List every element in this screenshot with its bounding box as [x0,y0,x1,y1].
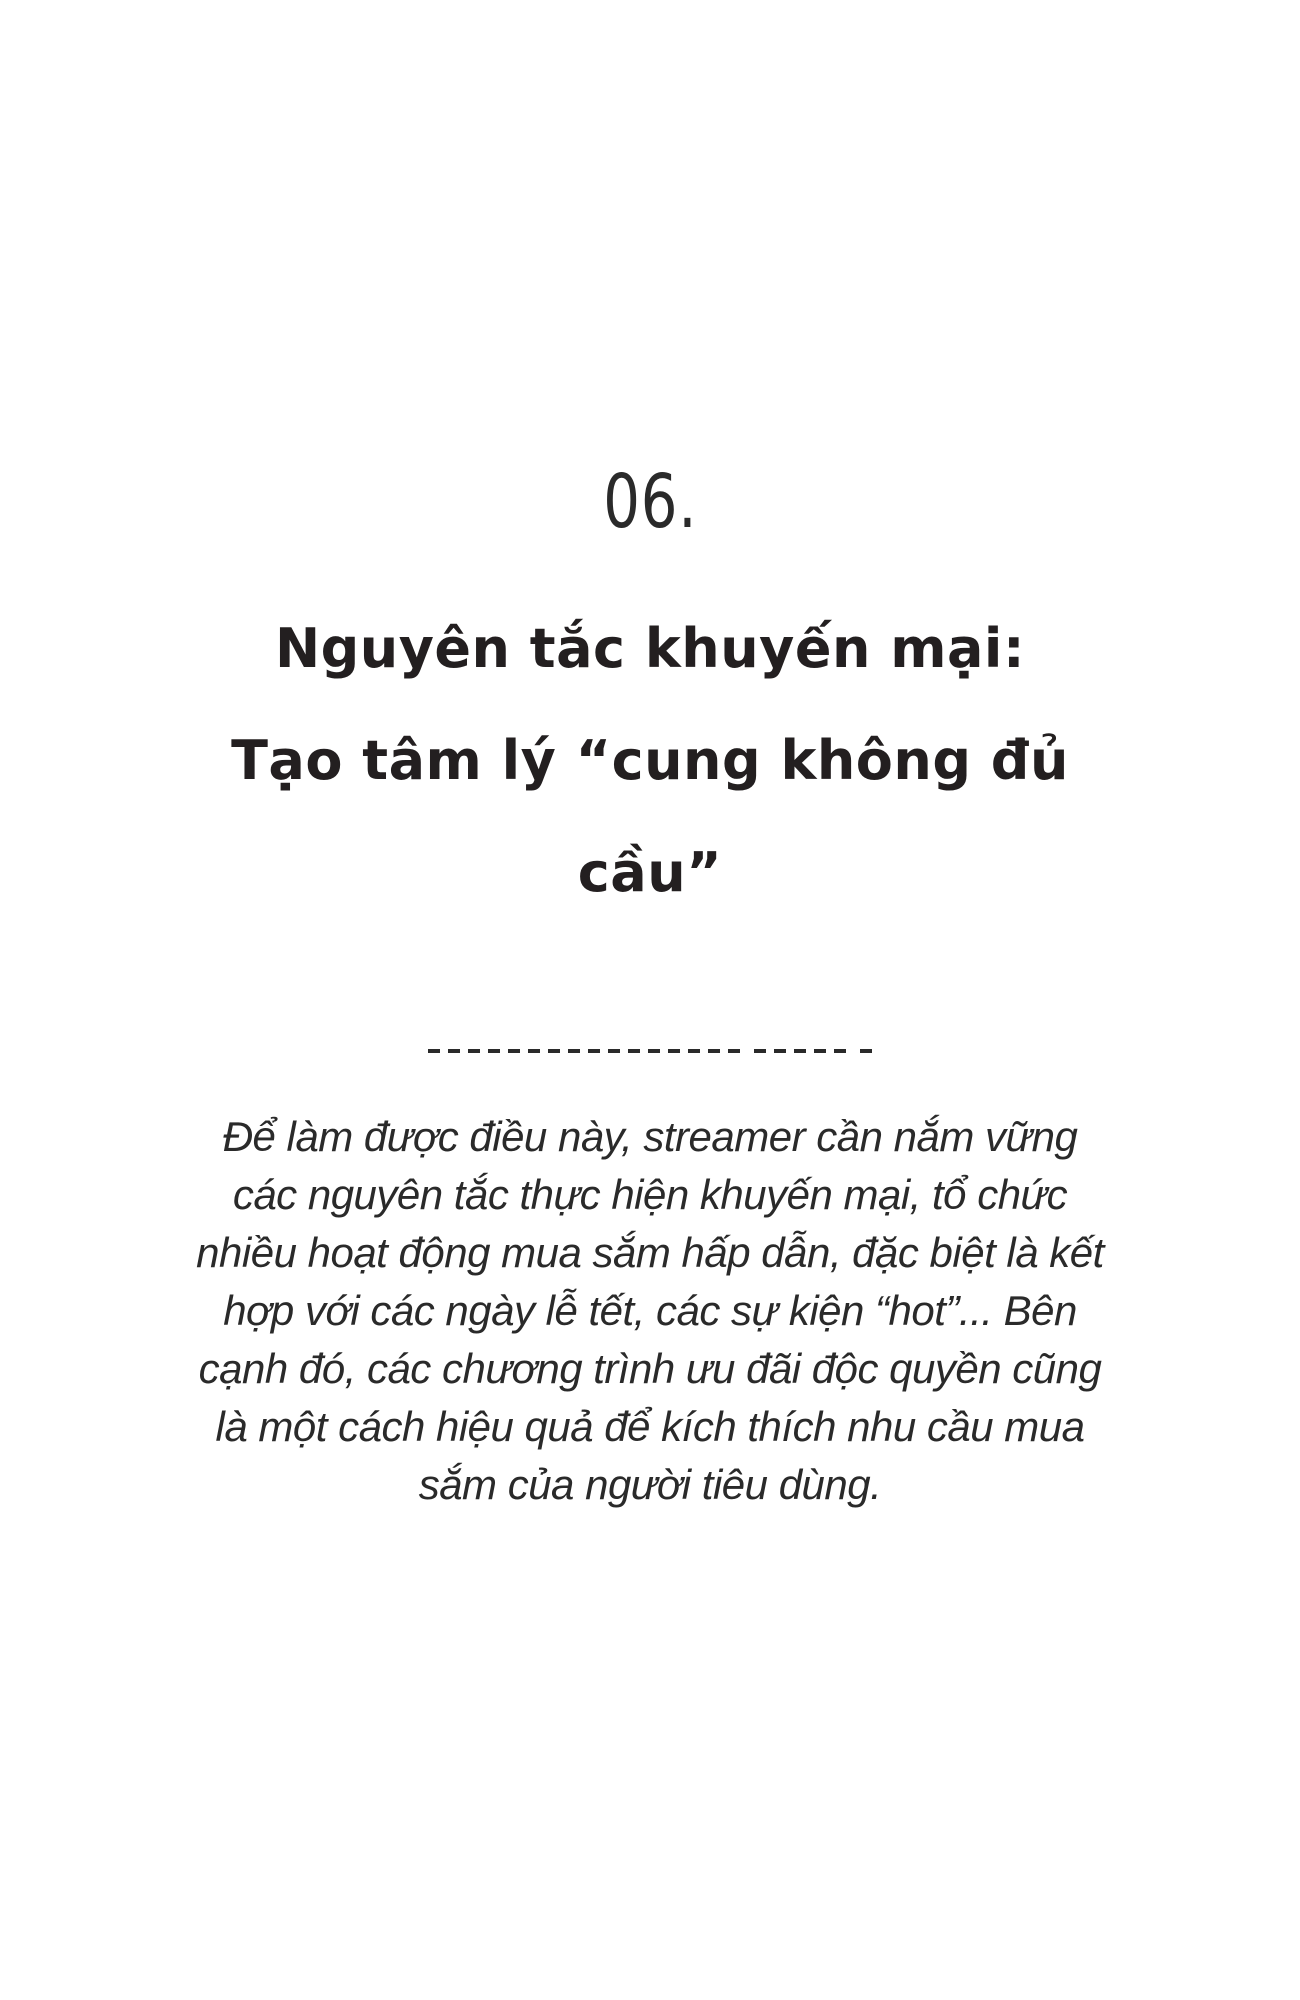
paragraph-line: Để làm được điều này, streamer cần nắm vững [222,1113,1078,1160]
dash-segment-long [428,1049,740,1053]
paragraph-line: các nguyên tắc thực hiện khuyến mại, tổ chức [232,1171,1068,1218]
body-paragraph [120,1108,1180,1514]
dash-segment-short [754,1049,846,1053]
paragraph-line: hợp với các ngày lễ tết, các sự kiện “hot”... Bên [223,1287,1077,1334]
title-line: cầu” [577,841,723,904]
title-line: Nguyên tắc khuyến mại: [274,617,1026,680]
chapter-number [0,459,1300,545]
paragraph-line: là một cách hiệu quả để kích thích nhu cầu mua [215,1403,1085,1450]
dash-segment-single [860,1049,872,1053]
chapter-number-text: 06. [602,459,698,545]
title-line: Tạo tâm lý “cung không đủ [231,729,1069,792]
paragraph-line: sắm của người tiêu dùng. [418,1461,882,1508]
paragraph-line: nhiều hoạt động mua sắm hấp dẫn, đặc biệt là kết [196,1229,1104,1276]
paragraph-line: cạnh đó, các chương trình ưu đãi độc quyền cũng [198,1345,1102,1392]
page-title [0,593,1300,929]
dashed-divider [0,1049,1300,1053]
